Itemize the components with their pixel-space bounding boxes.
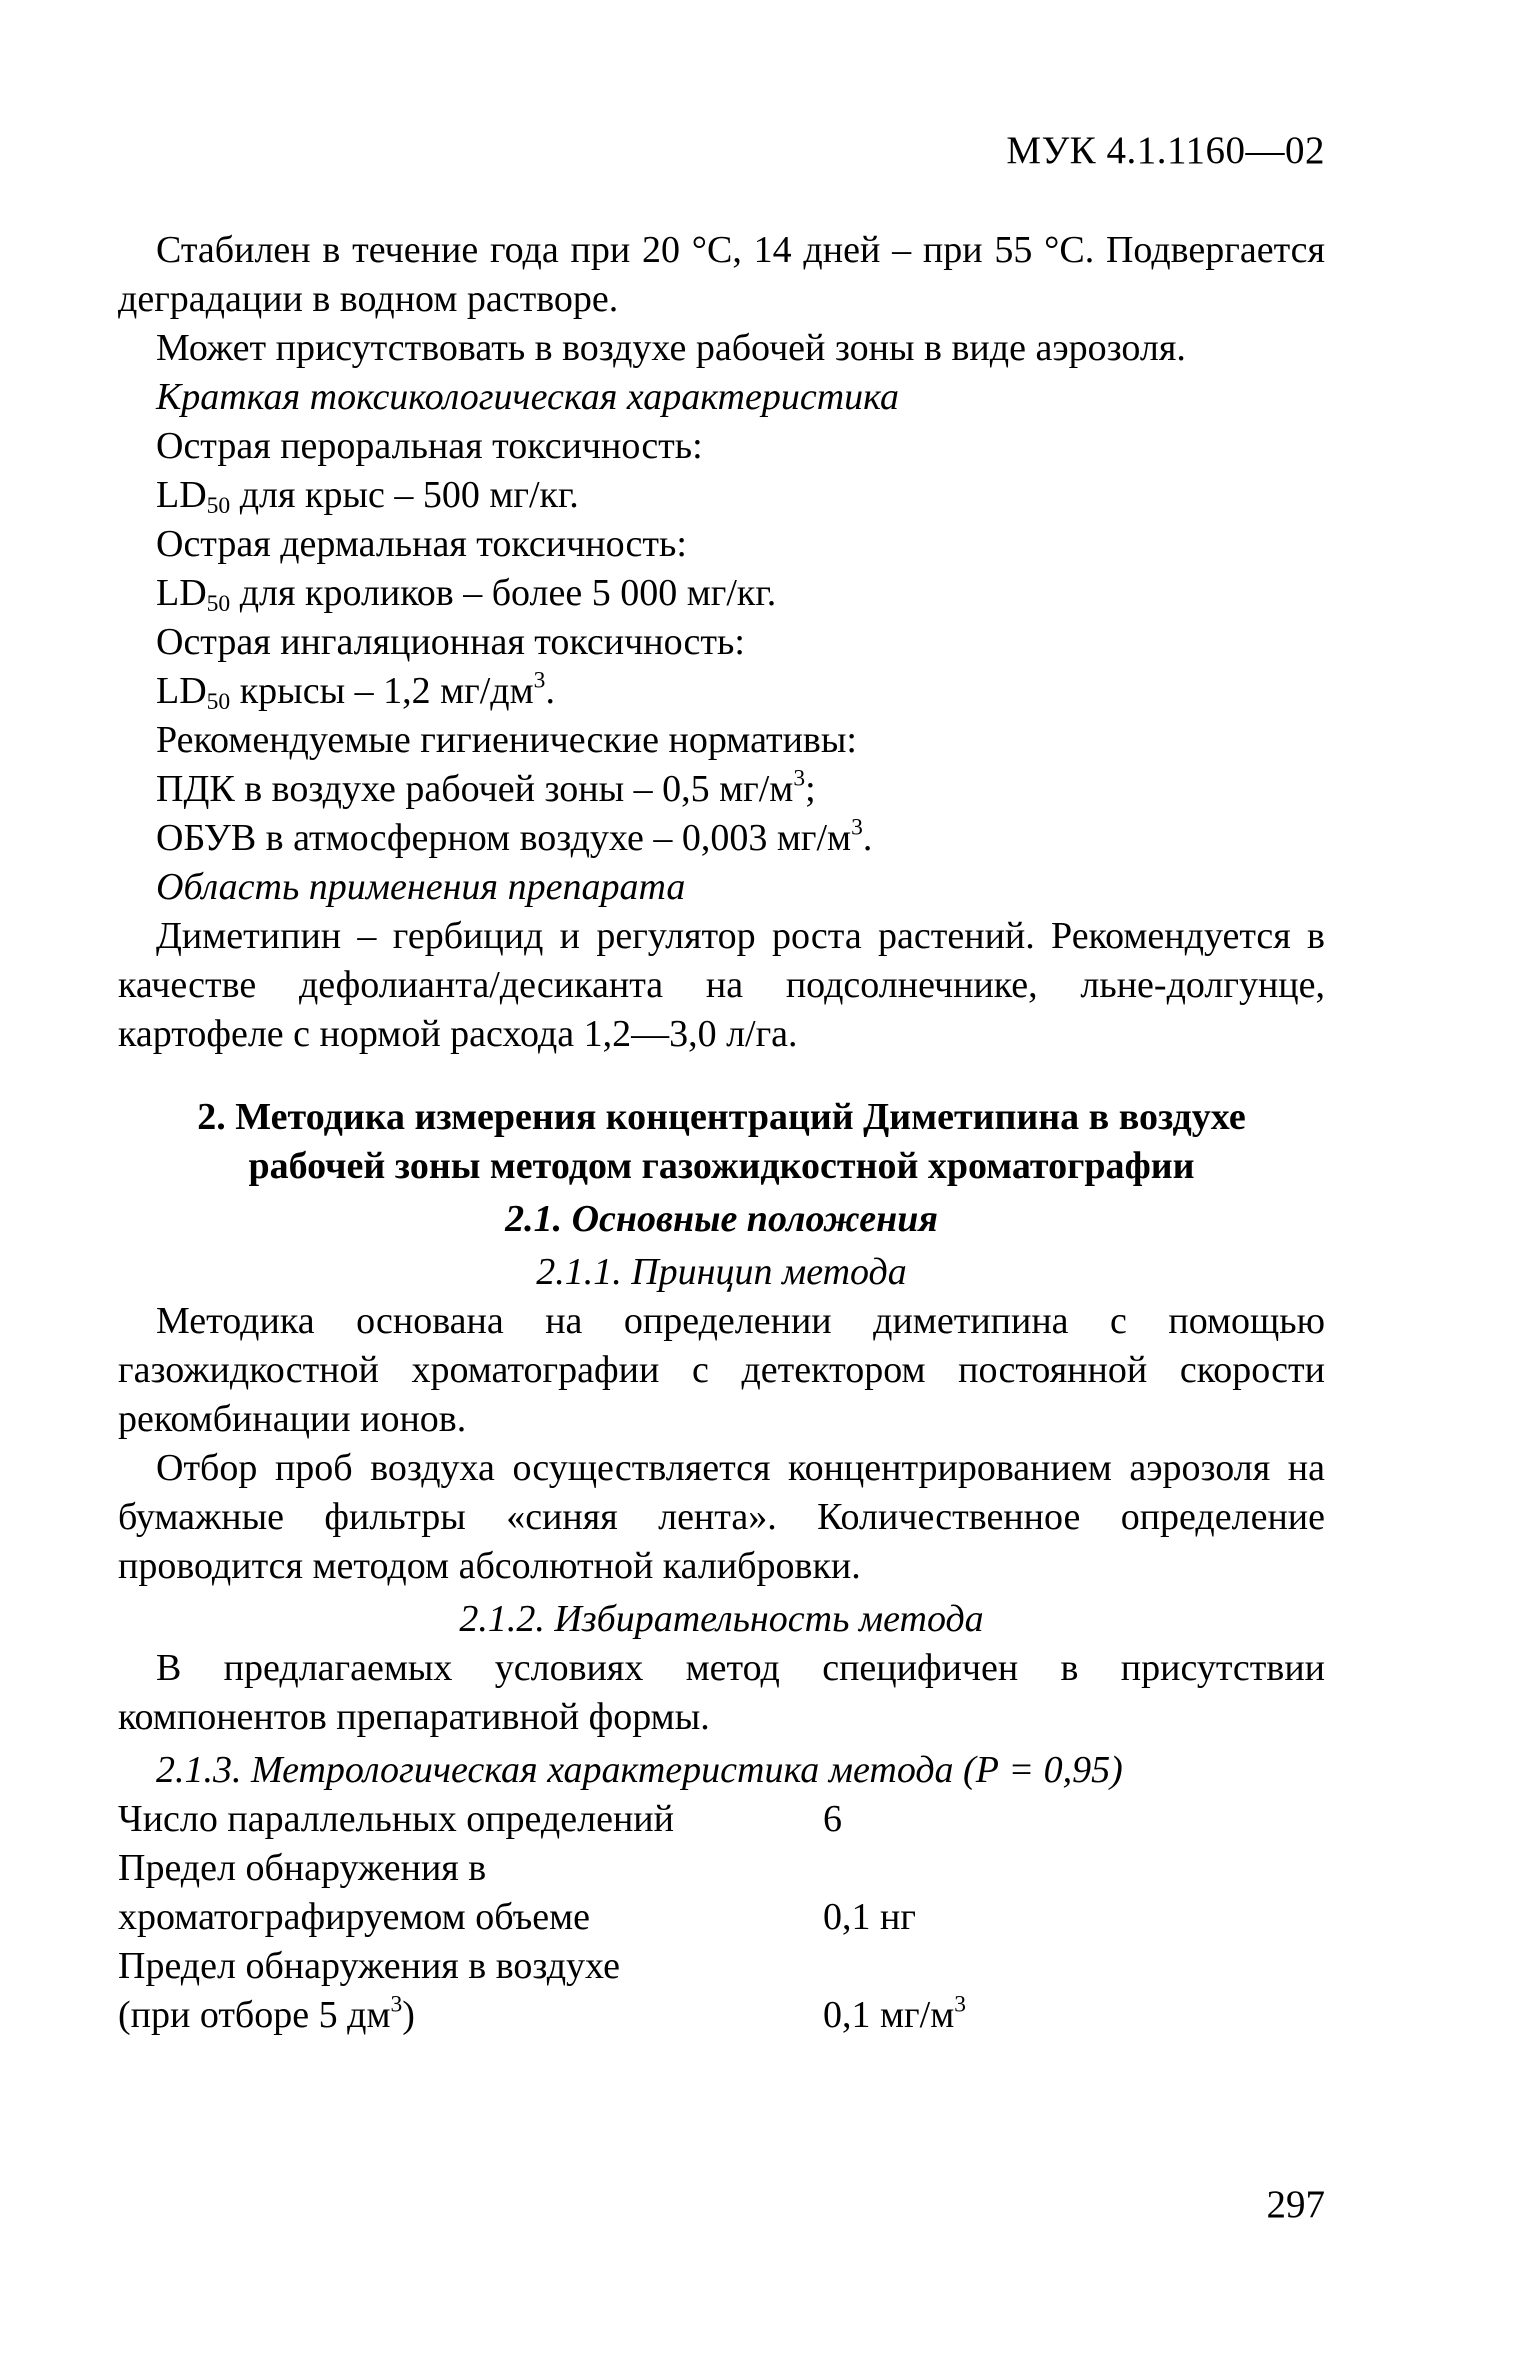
dermal-toxicity-label: Острая дермальная токсичность: [156, 523, 687, 565]
oral-toxicity-value [118, 471, 1325, 520]
unit-superscript: 3 [793, 765, 806, 792]
selectivity-paragraph: В предлагаемых условиях метод специфичен в присутствии компонентов препаративной формы. [118, 1647, 1325, 1738]
unit-superscript: 3 [851, 814, 863, 841]
ld-prefix: LD [156, 474, 207, 516]
ld-prefix: LD [156, 572, 207, 614]
obuv-end: . [862, 817, 873, 859]
metric-value: 0,1 нг [823, 1896, 916, 1938]
pdk-end: ; [805, 768, 816, 810]
principle-paragraph-1: Методика основана на определении диметипина с помощью газожидкостной хроматографии с детектором постоянной скорости рекомбинации ионов. [118, 1300, 1325, 1440]
stability-paragraph: Стабилен в течение года при 20 °С, 14 дней – при 55 °С. Подвергается деградации в водном растворе. [118, 229, 1325, 320]
unit-superscript: 3 [533, 667, 546, 694]
section-2-title-line1: 2. Методика измерения концентраций Диметипина в воздухе [197, 1096, 1246, 1138]
metric-label-text: (при отборе 5 дм [118, 1994, 391, 2036]
ld-subscript: 50 [206, 492, 231, 519]
pdk-text: ПДК в воздухе рабочей зоны – 0,5 мг/м [156, 768, 794, 810]
section-2-title-line2: рабочей зоны методом газожидкостной хроматографии [248, 1145, 1195, 1187]
page-body [118, 226, 1325, 2040]
obuv-value [118, 814, 1325, 863]
aerosol-paragraph: Может присутствовать в воздухе рабочей зоны в виде аэрозоля. [156, 327, 1186, 369]
pdk-value [118, 765, 1325, 814]
metric-label [118, 1942, 823, 2040]
application-paragraph: Диметипин – гербицид и регулятор роста растений. Рекомендуется в качестве дефолианта/десиканта на подсолнечнике, льне-долгунце, картофеле с нормой расхода 1,2—3,0 л/га. [118, 915, 1325, 1055]
metrology-table [118, 1795, 966, 2040]
table-row [118, 1844, 966, 1942]
metric-value-text: 0,1 мг/м [823, 1994, 955, 2036]
dermal-toxicity-value [118, 569, 1325, 618]
page-number: 297 [1266, 2183, 1325, 2226]
unit-superscript: 3 [390, 1991, 403, 2018]
metric-value [823, 1942, 966, 2040]
table-row [118, 1942, 966, 2040]
principle-paragraph-2: Отбор проб воздуха осуществляется концентрированием аэрозоля на бумажные фильтры «синяя лента». Количественное определение проводится методом абсолютной калибровки. [118, 1447, 1325, 1587]
section-2-1-title: 2.1. Основные положения [505, 1198, 938, 1240]
metric-label-line1: Предел обнаружения в [118, 1847, 487, 1889]
application-heading: Область применения препарата [156, 866, 686, 908]
inhal-value-text: крысы – 1,2 мг/дм [230, 670, 534, 712]
inhal-value-end: . [545, 670, 555, 712]
obuv-text: ОБУВ в атмосферном воздухе – 0,003 мг/м [156, 817, 852, 859]
inhalation-toxicity-label: Острая ингаляционная токсичность: [156, 621, 745, 663]
table-row [118, 1795, 966, 1844]
metric-label-line2: хроматографируемом объеме [118, 1896, 591, 1938]
metric-label [118, 1844, 823, 1942]
section-2-1-3-title: 2.1.3. Метрологическая характеристика метода (Р = 0,95) [156, 1749, 1123, 1791]
metric-label: Число параллельных определений [118, 1798, 674, 1840]
metric-label-line1: Предел обнаружения в воздухе [118, 1945, 620, 1987]
ld-subscript: 50 [206, 590, 231, 617]
metric-label-close: ) [402, 1994, 415, 2036]
oral-toxicity-label: Острая пероральная токсичность: [156, 425, 703, 467]
metric-label-line2 [118, 1991, 823, 2040]
document-code: МУК 4.1.1160—02 [1006, 129, 1325, 172]
dermal-value-text: для кроликов – более 5 000 мг/кг. [230, 572, 777, 614]
ld-prefix: LD [156, 670, 207, 712]
oral-value-text: для крыс – 500 мг/кг. [230, 474, 579, 516]
section-2-1-1-title: 2.1.1. Принцип метода [536, 1251, 907, 1293]
inhalation-toxicity-value [118, 667, 1325, 716]
ld-subscript: 50 [206, 688, 231, 715]
norms-label: Рекомендуемые гигиенические нормативы: [156, 719, 857, 761]
section-2-1-2-title: 2.1.2. Избирательность метода [459, 1598, 984, 1640]
tox-heading: Краткая токсикологическая характеристика [156, 376, 899, 418]
metric-value: 6 [823, 1798, 842, 1840]
section-2-title [118, 1093, 1325, 1191]
unit-superscript: 3 [954, 1991, 967, 2018]
